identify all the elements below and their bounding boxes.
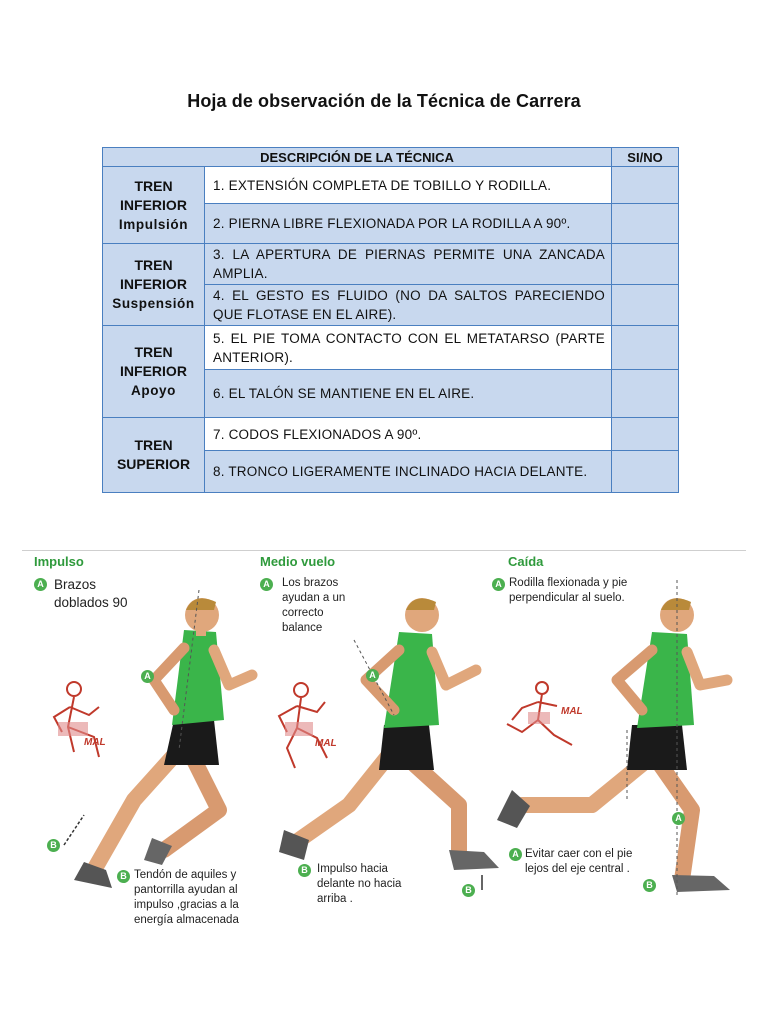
- phase-title-caida: Caída: [508, 554, 544, 569]
- badge-b-icon: B: [117, 870, 130, 883]
- document-title: Hoja de observación de la Técnica de Carrera: [187, 91, 581, 111]
- runner-medio-vuelo-icon: [254, 570, 504, 900]
- wrong-label-caida: MAL: [561, 706, 583, 717]
- wrong-label-impulso: MAL: [84, 737, 106, 748]
- si-no-cell-8[interactable]: [612, 451, 679, 493]
- technique-item-2: 2. PIERNA LIBRE FLEXIONADA POR LA RODILLA A 90º.: [205, 204, 612, 244]
- si-no-cell-5[interactable]: [612, 326, 679, 370]
- runner-impulso-icon: [54, 570, 284, 900]
- technique-item-1: 1. EXTENSIÓN COMPLETA DE TOBILLO Y RODILLA.: [205, 167, 612, 204]
- header-si-no: SI/NO: [612, 148, 679, 167]
- technique-item-4: 4. EL GESTO ES FLUIDO (NO DA SALTOS PARECIENDO QUE FLOTASE EN EL AIRE).: [205, 285, 612, 326]
- header-description: DESCRIPCIÓN DE LA TÉCNICA: [103, 148, 612, 167]
- group-label: INFERIOR: [120, 196, 187, 213]
- badge-b-icon: B: [298, 864, 311, 877]
- si-no-cell-6[interactable]: [612, 370, 679, 418]
- note-medio-vuelo-b: Impulso hacia delante no hacia arriba .: [317, 863, 402, 905]
- table-header-row: [103, 148, 679, 167]
- group-sublabel: Apoyo: [131, 383, 176, 398]
- group-superior: [103, 418, 205, 493]
- badge-a-icon: A: [492, 578, 505, 591]
- si-no-cell-3[interactable]: [612, 244, 679, 285]
- phase-title-medio-vuelo: Medio vuelo: [260, 554, 336, 569]
- note-impulso-a: Brazos doblados 90: [54, 577, 128, 610]
- note-caida-b: Evitar caer con el pie lejos del eje central .: [525, 848, 633, 875]
- si-no-cell-1[interactable]: [612, 167, 679, 204]
- note-impulso-b: Tendón de aquiles y pantorrilla ayudan al impulso ,gracias a la energía almacenada: [134, 869, 239, 926]
- badge-a-icon: A: [34, 578, 47, 591]
- badge-a-icon: A: [141, 670, 154, 683]
- note-medio-vuelo-a: Los brazos ayudan a un correcto balance: [282, 577, 346, 634]
- badge-a-icon: A: [672, 812, 685, 825]
- technique-item-6: 6. EL TALÓN SE MANTIENE EN EL AIRE.: [205, 370, 612, 418]
- group-label: INFERIOR: [120, 276, 187, 292]
- wrong-label-medio-vuelo: MAL: [315, 738, 337, 749]
- badge-b-icon: B: [462, 884, 475, 897]
- group-label: TREN: [134, 344, 173, 360]
- table-row: [103, 244, 679, 285]
- si-no-cell-7[interactable]: [612, 418, 679, 451]
- group-label: SUPERIOR: [116, 456, 191, 472]
- group-label: TREN: [134, 437, 173, 453]
- si-no-cell-4[interactable]: [612, 285, 679, 326]
- badge-b-icon: B: [643, 879, 656, 892]
- running-technique-illustration: [22, 552, 746, 932]
- technique-item-5: 5. EL PIE TOMA CONTACTO CON EL METATARSO (PARTE ANTERIOR).: [205, 326, 612, 370]
- group-label: TREN: [134, 177, 173, 194]
- table-row: [103, 167, 679, 204]
- observation-table: [102, 147, 679, 493]
- group-label: TREN: [134, 257, 173, 273]
- technique-item-8: 8. TRONCO LIGERAMENTE INCLINADO HACIA DELANTE.: [205, 451, 612, 493]
- table-row: [103, 418, 679, 451]
- group-sublabel: Suspensión: [112, 296, 195, 311]
- group-apoyo: [103, 326, 205, 418]
- note-caida-a: Rodilla flexionada y pie perpendicular al suelo.: [509, 577, 628, 604]
- table-row: [103, 326, 679, 370]
- badge-a-icon: A: [260, 578, 273, 591]
- group-impulsion: [103, 167, 205, 244]
- group-suspension: [103, 244, 205, 326]
- si-no-cell-2[interactable]: [612, 204, 679, 244]
- group-label: INFERIOR: [120, 363, 187, 379]
- phase-title-impulso: Impulso: [34, 554, 84, 569]
- group-sublabel: Impulsión: [118, 216, 189, 232]
- technique-item-3: 3. LA APERTURA DE PIERNAS PERMITE UNA ZANCADA AMPLIA.: [205, 244, 612, 285]
- badge-b-icon: B: [47, 839, 60, 852]
- badge-a-icon: A: [509, 848, 522, 861]
- badge-a-icon: A: [366, 669, 379, 682]
- technique-item-7: 7. CODOS FLEXIONADOS A 90º.: [205, 418, 612, 451]
- divider: [22, 550, 746, 551]
